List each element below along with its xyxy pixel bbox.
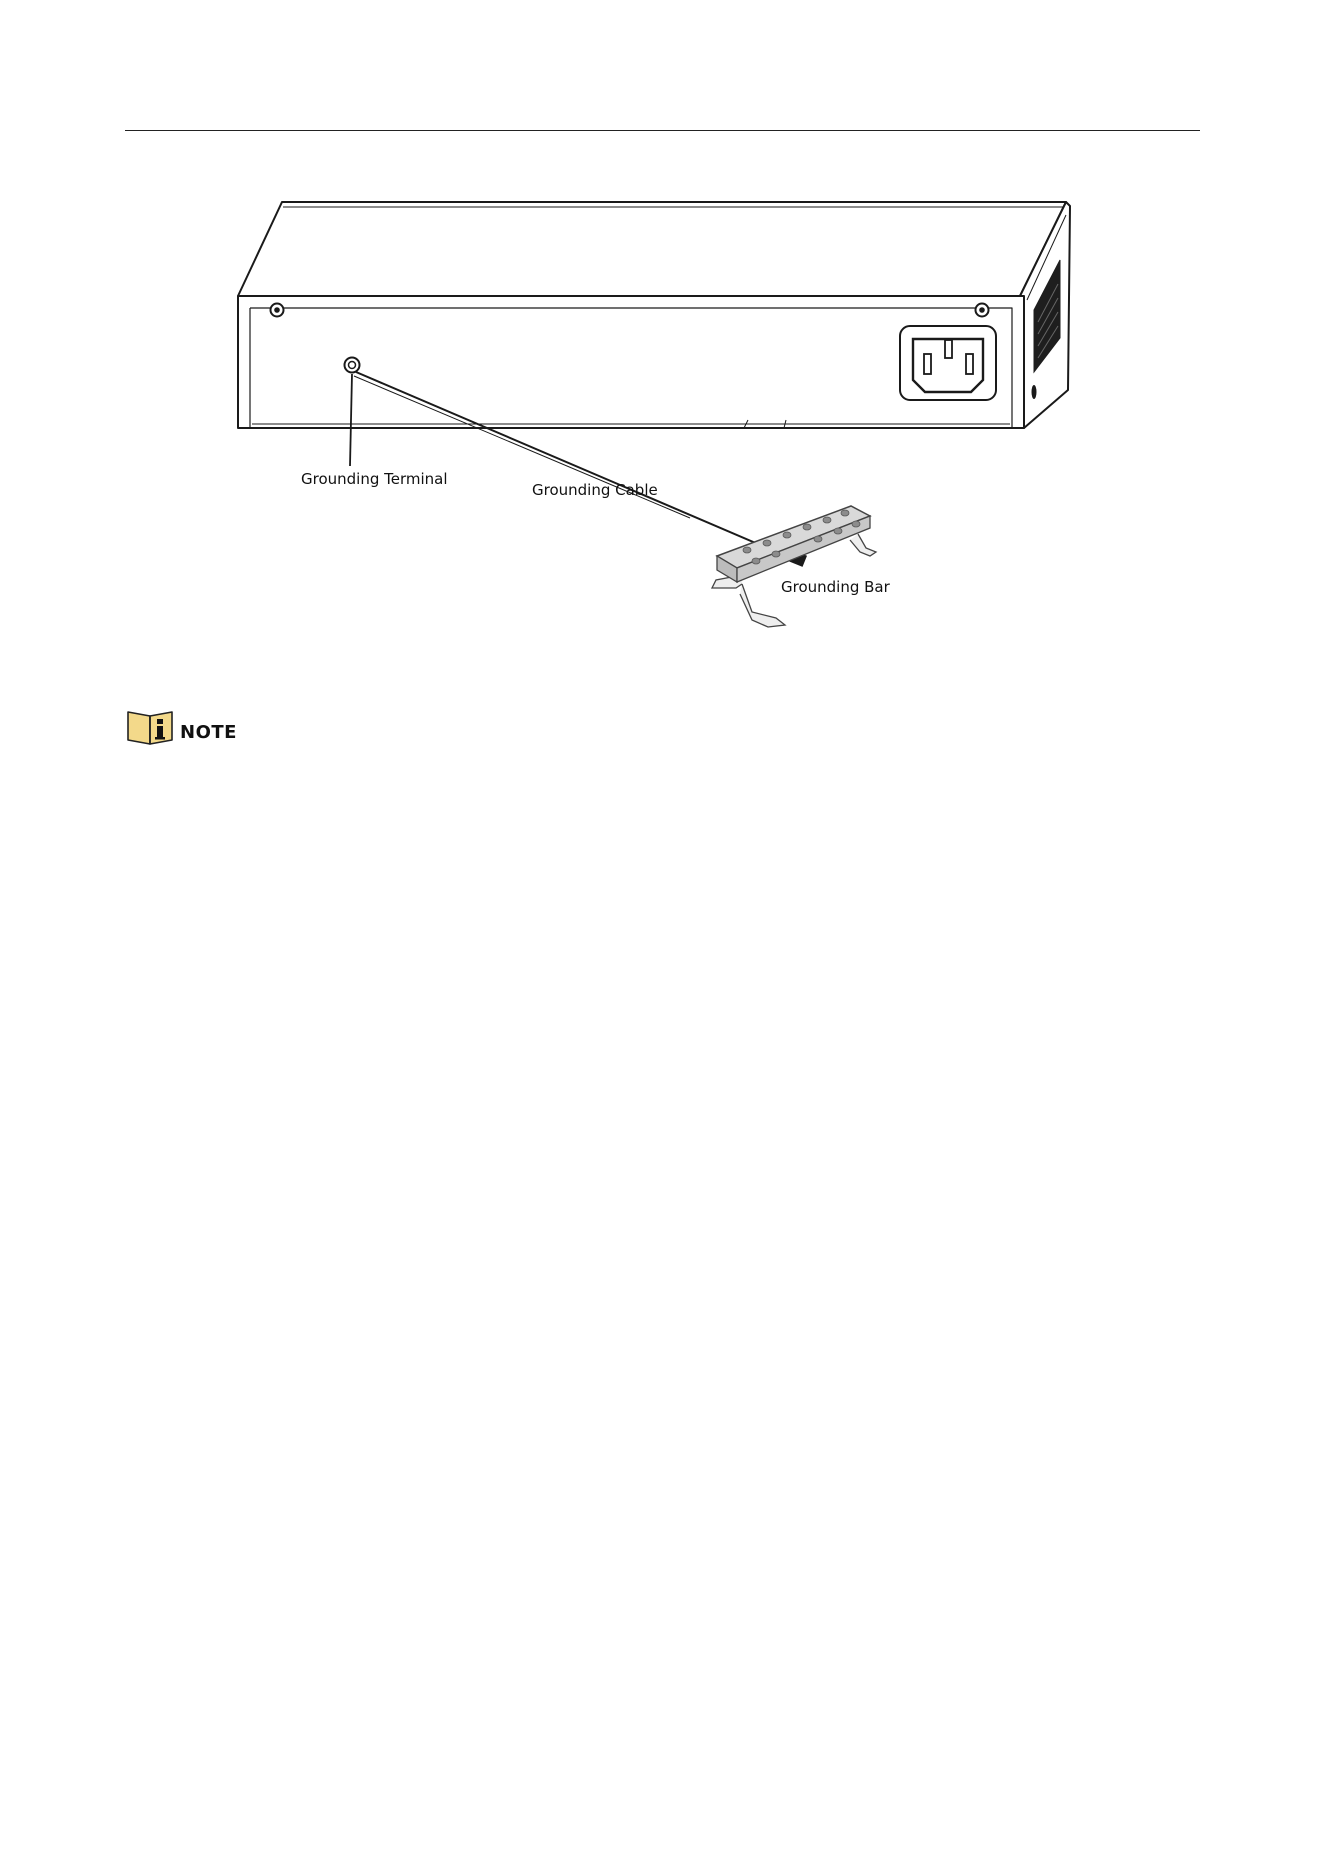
info-book-icon xyxy=(126,708,176,746)
screw-hole-icon xyxy=(271,304,284,317)
grounding-terminal-icon xyxy=(345,358,360,373)
note-label: NOTE xyxy=(180,722,237,743)
grounding-bar-label: Grounding Bar xyxy=(781,578,890,596)
grounding-terminal-label: Grounding Terminal xyxy=(301,470,448,488)
note-block xyxy=(126,706,237,746)
grounding-cable-label: Grounding Cable xyxy=(532,481,658,499)
switch-grounding-illustration xyxy=(0,0,1324,700)
power-socket-icon xyxy=(900,326,996,400)
screw-hole-icon xyxy=(976,304,989,317)
grounding-figure xyxy=(0,0,1324,700)
grounding-bar-icon xyxy=(712,506,876,627)
